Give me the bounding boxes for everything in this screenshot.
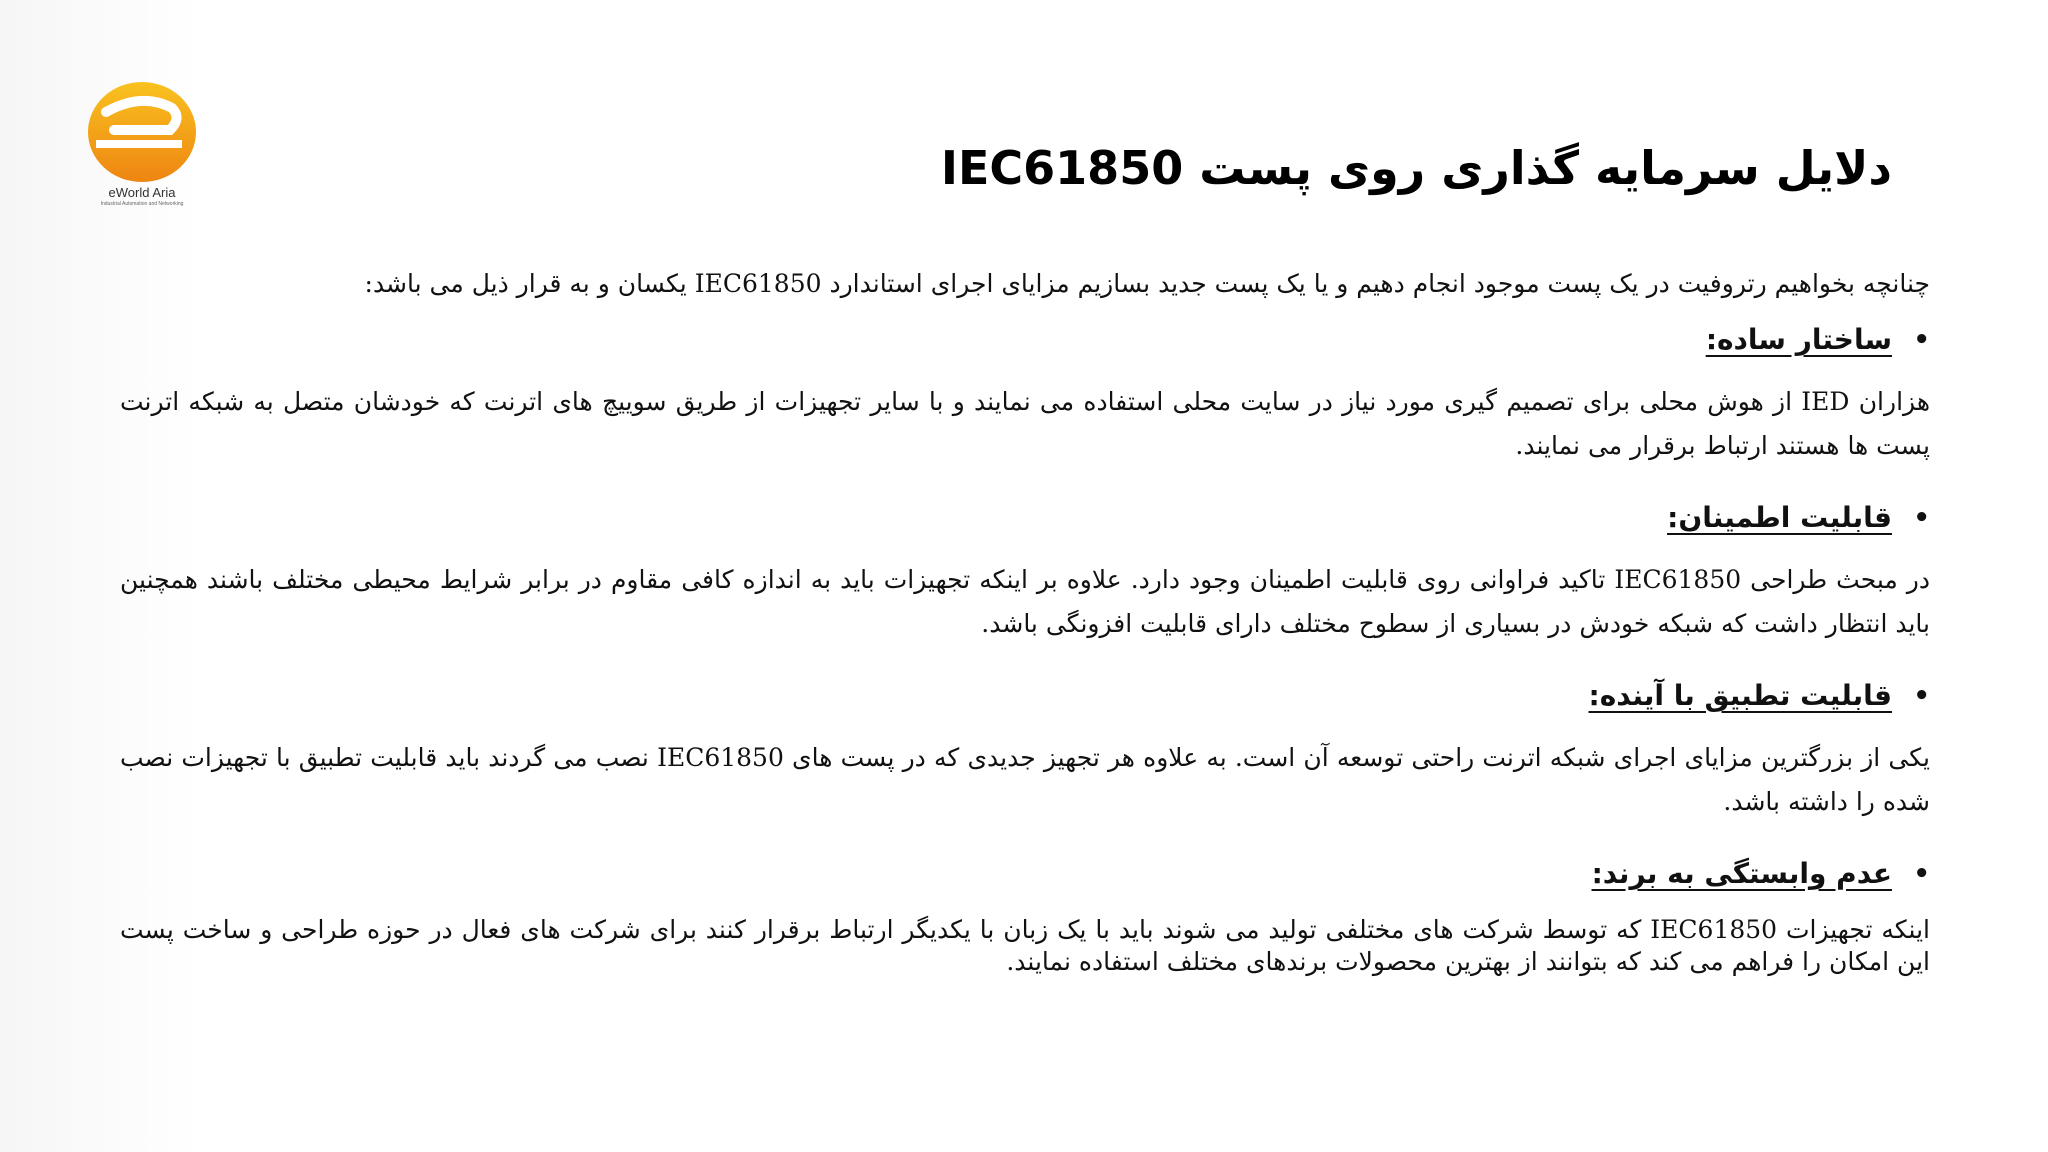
section-heading-text: ساختار ساده: [1705, 323, 1892, 356]
section-heading [120, 316, 1930, 364]
logo-mark-icon [84, 78, 200, 186]
section-future-compatibility [120, 672, 1930, 824]
section-body: یکی از بزرگترین مزایای اجرای شبکه اترنت راحتی توسعه آن است. به علاوه هر تجهیز جدیدی که در پست های IEC61850 نصب می گردند باید قابلیت تطبیق با تجهیزات نصب شده را داشته باشد. [120, 743, 1931, 816]
logo-tagline: Industrial Automation and Networking [100, 201, 184, 207]
brand-logo [84, 78, 200, 212]
section-heading-text: عدم وابستگی به برند: [1591, 857, 1892, 890]
section-heading-text: قابلیت تطبیق با آینده: [1588, 679, 1892, 712]
section-simple-structure [120, 316, 1930, 468]
bullet-icon: • [1913, 325, 1930, 355]
section-heading [120, 850, 1930, 898]
section-body: اینکه تجهیزات IEC61850 که توسط شرکت های مختلفی تولید می شوند باید با یک زبان با یکدیگر ارتباط برقرار کنند برای شرکت های فعال در حوزه طراحی و ساخت پست این امکان را فراهم می کند که بتوانند از بهترین محصولات برندهای مختلف استفاده نمایند. [120, 915, 1930, 976]
logo-brand-name: eWorld Aria [108, 185, 176, 200]
bullet-icon: • [1913, 859, 1930, 889]
section-body: در مبحث طراحی IEC61850 تاکید فراوانی روی قابلیت اطمینان وجود دارد. علاوه بر اینکه تجهیزات باید به اندازه کافی مقاوم در برابر شرایط محیطی مختلف باشند همچنین باید انتظار داشت که شبکه خودش در بسیاری از سطوح مختلف دارای قابلیت افزونگی باشد. [120, 565, 1930, 638]
page-title: دلایل سرمایه گذاری روی پست IEC61850 [940, 141, 1892, 195]
section-body: هزاران IED از هوش محلی برای تصمیم گیری مورد نیاز در سایت محلی استفاده می نمایند و با سایر تجهیزات از طریق سوییچ های اترنت که خودشان متصل به شبکه اترنت پست ها هستند ارتباط برقرار می نمایند. [120, 387, 1931, 460]
section-brand-independence [120, 850, 1930, 978]
section-heading [120, 672, 1930, 720]
section-heading-text: قابلیت اطمینان: [1667, 501, 1892, 534]
section-reliability [120, 494, 1930, 646]
slide-content [120, 262, 1930, 1004]
intro-paragraph: چنانچه بخواهیم رتروفیت در یک پست موجود انجام دهیم و یا یک پست جدید بسازیم مزایای اجرای استاندارد IEC61850 یکسان و به قرار ذیل می باشد: [364, 269, 1930, 298]
bullet-icon: • [1913, 681, 1930, 711]
section-heading [120, 494, 1930, 542]
bullet-icon: • [1913, 503, 1930, 533]
